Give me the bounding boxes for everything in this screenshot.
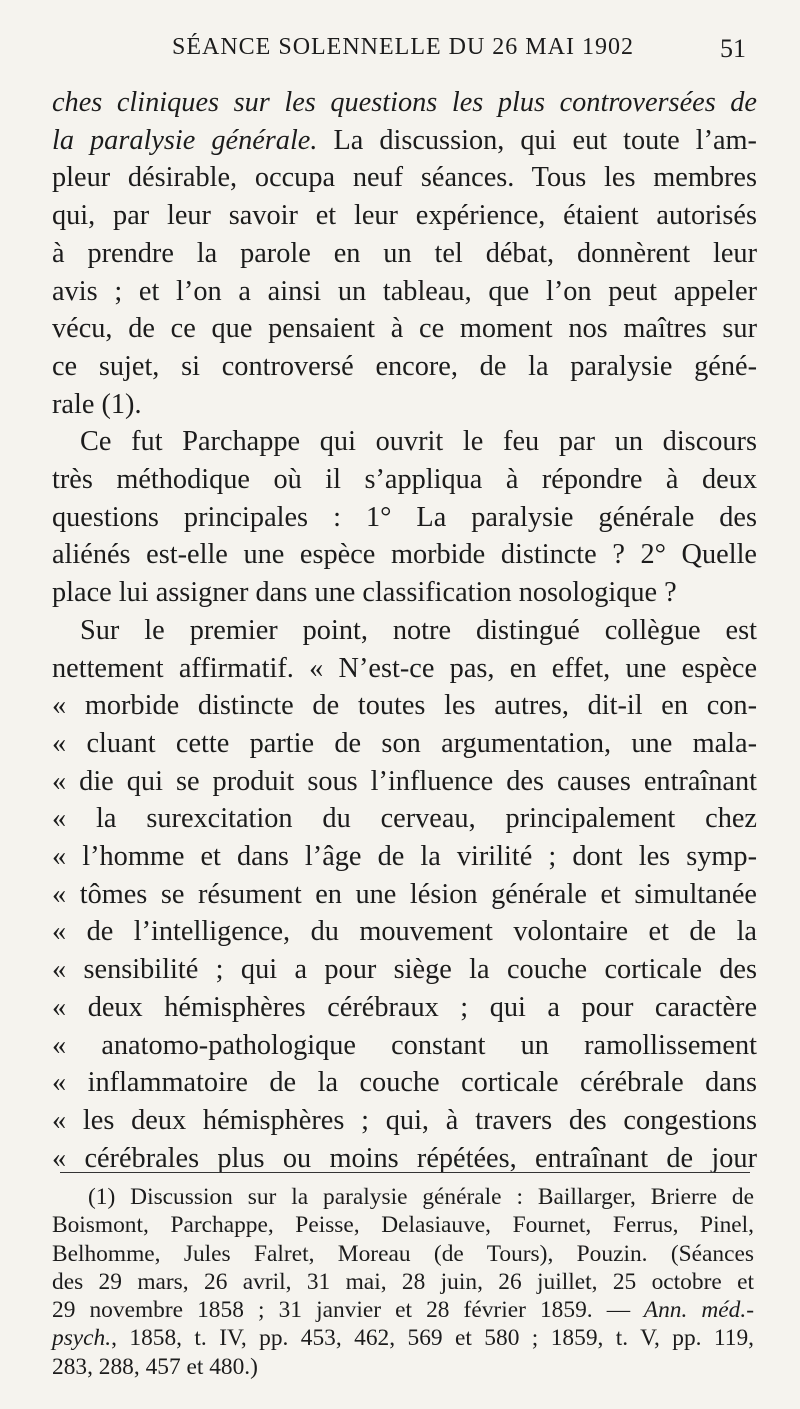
footnote-line: des 29 mars, 26 avril, 31 mai, 28 juin, 26 juillet, 25 octobre et [52, 1268, 754, 1295]
text-line: « cérébrales plus ou moins répétées, entraînant de jour [52, 1142, 757, 1174]
text-line: rale (1). [52, 388, 142, 420]
text-line: aliénés est-elle une espèce morbide distincte ? 2° Quelle [52, 539, 757, 571]
text-line: « inflammatoire de la couche corticale cérébrale dans [52, 1067, 757, 1099]
text-line: Sur le premier point, notre distingué collègue est [80, 614, 757, 646]
text-line: « les deux hémisphères ; qui, à travers des congestions [52, 1104, 757, 1136]
text-line: « l’homme et dans l’âge de la virilité ; dont les symp- [52, 841, 757, 873]
page-header [52, 34, 752, 74]
text-line: très méthodique où il s’appliqua à répondre à deux [52, 464, 757, 496]
page-number: 51 [720, 34, 746, 63]
text-line: « la surexcitation du cerveau, principalement chez [52, 803, 757, 835]
text-line: Ce fut Parchappe qui ouvrit le feu par un discours [80, 426, 757, 458]
text-line: « morbide distincte de toutes les autres, dit-il en con- [52, 690, 757, 722]
text-line: pleur désirable, occupa neuf séances. Tous les membres [52, 162, 757, 194]
text-line: « deux hémisphères cérébraux ; qui a pour caractère [52, 991, 757, 1023]
text-line: « die qui se produit sous l’influence des causes entraînant [52, 765, 757, 797]
footnote-line: 29 novembre 1858 ; 31 janvier et 28 février 1859. — Ann. méd.- [52, 1297, 755, 1324]
footnote-line: Belhomme, Jules Falret, Moreau (de Tours), Pouzin. (Séances [52, 1240, 754, 1267]
text-line: « anatomo-pathologique constant un ramollissement [52, 1029, 757, 1061]
text-line: questions principales : 1° La paralysie générale des [52, 501, 757, 533]
footnote-line: 283, 288, 457 et 480.) [52, 1353, 258, 1380]
running-head: SÉANCE SOLENNELLE DU 26 MAI 1902 [172, 34, 634, 60]
text-line: ches cliniques sur les questions les plus controversées de [52, 87, 757, 118]
text-line: avis ; et l’on a ainsi un tableau, que l’on peut appeler [52, 275, 757, 307]
footnote-line: (1) Discussion sur la paralysie générale : Baillarger, Brierre de [88, 1184, 754, 1210]
text-line: la paralysie générale. La discussion, qui eut toute l’am- [52, 124, 757, 156]
text-line: qui, par leur savoir et leur expérience, étaient autorisés [52, 200, 757, 232]
text-line: nettement affirmatif. « N’est-ce pas, en effet, une espèce [52, 652, 757, 684]
text-line: vécu, de ce que pensaient à ce moment nos maîtres sur [52, 313, 757, 345]
text-line: « cluant cette partie de son argumentation, une mala- [52, 727, 757, 759]
text-line: à prendre la parole en un tel débat, donnèrent leur [52, 237, 757, 269]
text-line: « sensibilité ; qui a pour siège la couche corticale des [52, 954, 757, 986]
text-line: « tômes se résument en une lésion générale et simultanée [52, 878, 757, 910]
footnote-line: Boismont, Parchappe, Peisse, Delasiauve, Fournet, Ferrus, Pinel, [52, 1212, 754, 1239]
footnote [52, 1183, 754, 1381]
text-line: place lui assigner dans une classification nosologique ? [52, 577, 677, 609]
footnote-divider [60, 1172, 750, 1173]
text-line: ce sujet, si controversé encore, de la paralysie géné- [52, 350, 757, 382]
footnote-line: psych., 1858, t. IV, pp. 453, 462, 569 et 580 ; 1859, t. V, pp. 119, [52, 1325, 754, 1352]
main-text [52, 84, 757, 1177]
text-line: « de l’intelligence, du mouvement volontaire et de la [52, 916, 757, 948]
